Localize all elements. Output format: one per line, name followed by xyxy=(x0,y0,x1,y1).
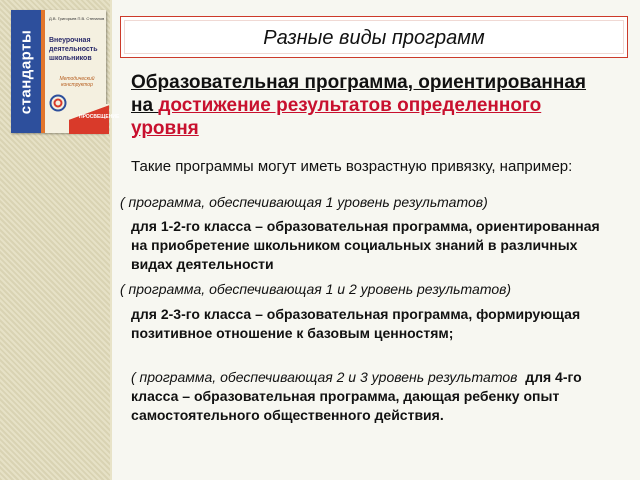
slide-title: Разные виды программ xyxy=(263,27,485,49)
item-grade-4-text: для 4-го класса – образовательная программа, дающая ребенку опыт самостоятельного общественного действия. xyxy=(131,369,582,423)
item-grade-4 xyxy=(131,368,616,425)
heading-highlight: достижение результатов определенного уровня xyxy=(131,95,542,139)
side-panel-divider xyxy=(110,0,112,480)
book-publisher: ПРОСВЕЩЕНИЕ xyxy=(79,114,120,120)
note-level-1-2: ( программа, обеспечивающая 1 и 2 уровень результатов) xyxy=(120,281,512,297)
heading-text: Образовательная программа, ориентированная на xyxy=(131,72,587,116)
book-subtitle: Методический конструктор xyxy=(59,76,95,88)
slide-title-box xyxy=(120,16,628,58)
intro-paragraph: Такие программы могут иметь возрастную привязку, например: xyxy=(131,158,573,175)
note-level-2-3: ( программа, обеспечивающая 2 и 3 уровень результатов xyxy=(131,369,518,385)
item-grade-2-3: для 2-3-го класса – образовательная программа, формирующая позитивное отношение к базовым ценностям; xyxy=(131,306,581,341)
section-heading xyxy=(131,71,611,140)
book-emblem-icon xyxy=(49,94,67,112)
book-spine xyxy=(11,10,41,133)
item-grade-1-2: для 1-2-го класса – образовательная программа, ориентированная на приобретение школьником социальных знаний в различных видах деятельности xyxy=(131,218,600,272)
book-title: Внеурочная деятельность школьников xyxy=(49,37,98,62)
book-cover-image xyxy=(11,10,120,133)
book-authors: Д.В. Григорьев П.В. Степанов xyxy=(49,16,105,21)
book-orange-band xyxy=(41,10,45,133)
book-spine-text: стандарты xyxy=(17,29,35,115)
note-level-1: ( программа, обеспечивающая 1 уровень результатов) xyxy=(120,194,488,210)
